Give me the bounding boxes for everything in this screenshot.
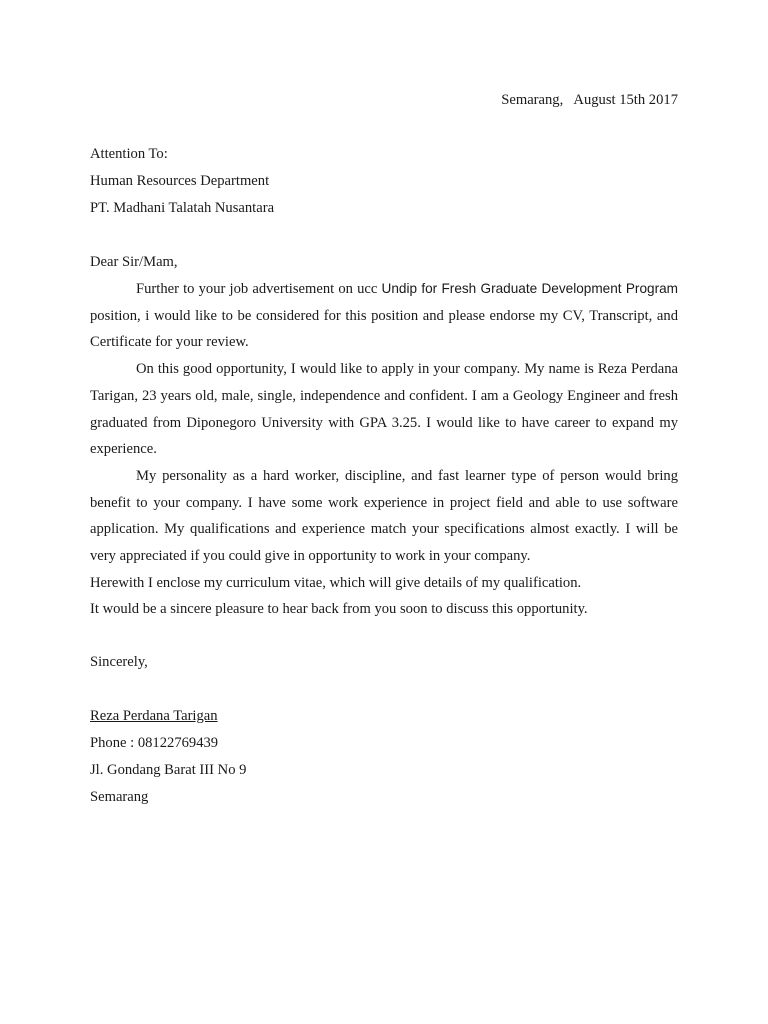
recipient-company: PT. Madhani Talatah Nusantara [90, 200, 275, 216]
paragraph-closing-remark: It would be a sincere pleasure to hear back from you soon to discuss this opportunity. [90, 601, 588, 618]
paragraph-introduction: On this good opportunity, I would like to apply in your company. My name is Reza Perdana Tarigan, 23 years old, male, single, independence and confident. I am a Geology Engineer and fresh graduated from Diponegoro University with GPA 3.25. I would like to have career to expand my experience. [90, 361, 678, 458]
attention-line: Attention To: [90, 146, 168, 162]
paragraph-application-rest: position, i would like to be considered for this position and please endorse my CV, Transcript, and Certificate for your review. [90, 307, 678, 351]
signer-city: Semarang [90, 789, 149, 805]
letter-page [90, 0, 678, 1024]
position-name: Undip for Fresh Graduate Development Program [381, 281, 678, 296]
letter-date [501, 92, 678, 109]
salutation: Dear Sir/Mam, [90, 254, 178, 270]
signer-phone: Phone : 08122769439 [90, 735, 219, 751]
date-value: August 15th 2017 [573, 92, 678, 108]
letter-body [90, 276, 678, 623]
signer-address: Jl. Gondang Barat III No 9 [90, 762, 247, 778]
signer-name: Reza Perdana Tarigan [90, 708, 218, 724]
closing: Sincerely, [90, 654, 148, 670]
date-place: Semarang, [501, 92, 564, 108]
recipient-department: Human Resources Department [90, 173, 270, 189]
paragraph-personality: My personality as a hard worker, discipline, and fast learner type of person would bring benefit to your company. I have some work experience in project field and able to use software application. My qualifications and experience match your specifications almost exactly. I will be very appreciated if you could give in opportunity to work in your company. [90, 467, 678, 565]
paragraph-application-intro: Further to your job advertisement on ucc [136, 281, 382, 297]
paragraph-application [90, 276, 678, 356]
paragraph-enclosure: Herewith I enclose my curriculum vitae, which will give details of my qualification. [90, 574, 582, 591]
